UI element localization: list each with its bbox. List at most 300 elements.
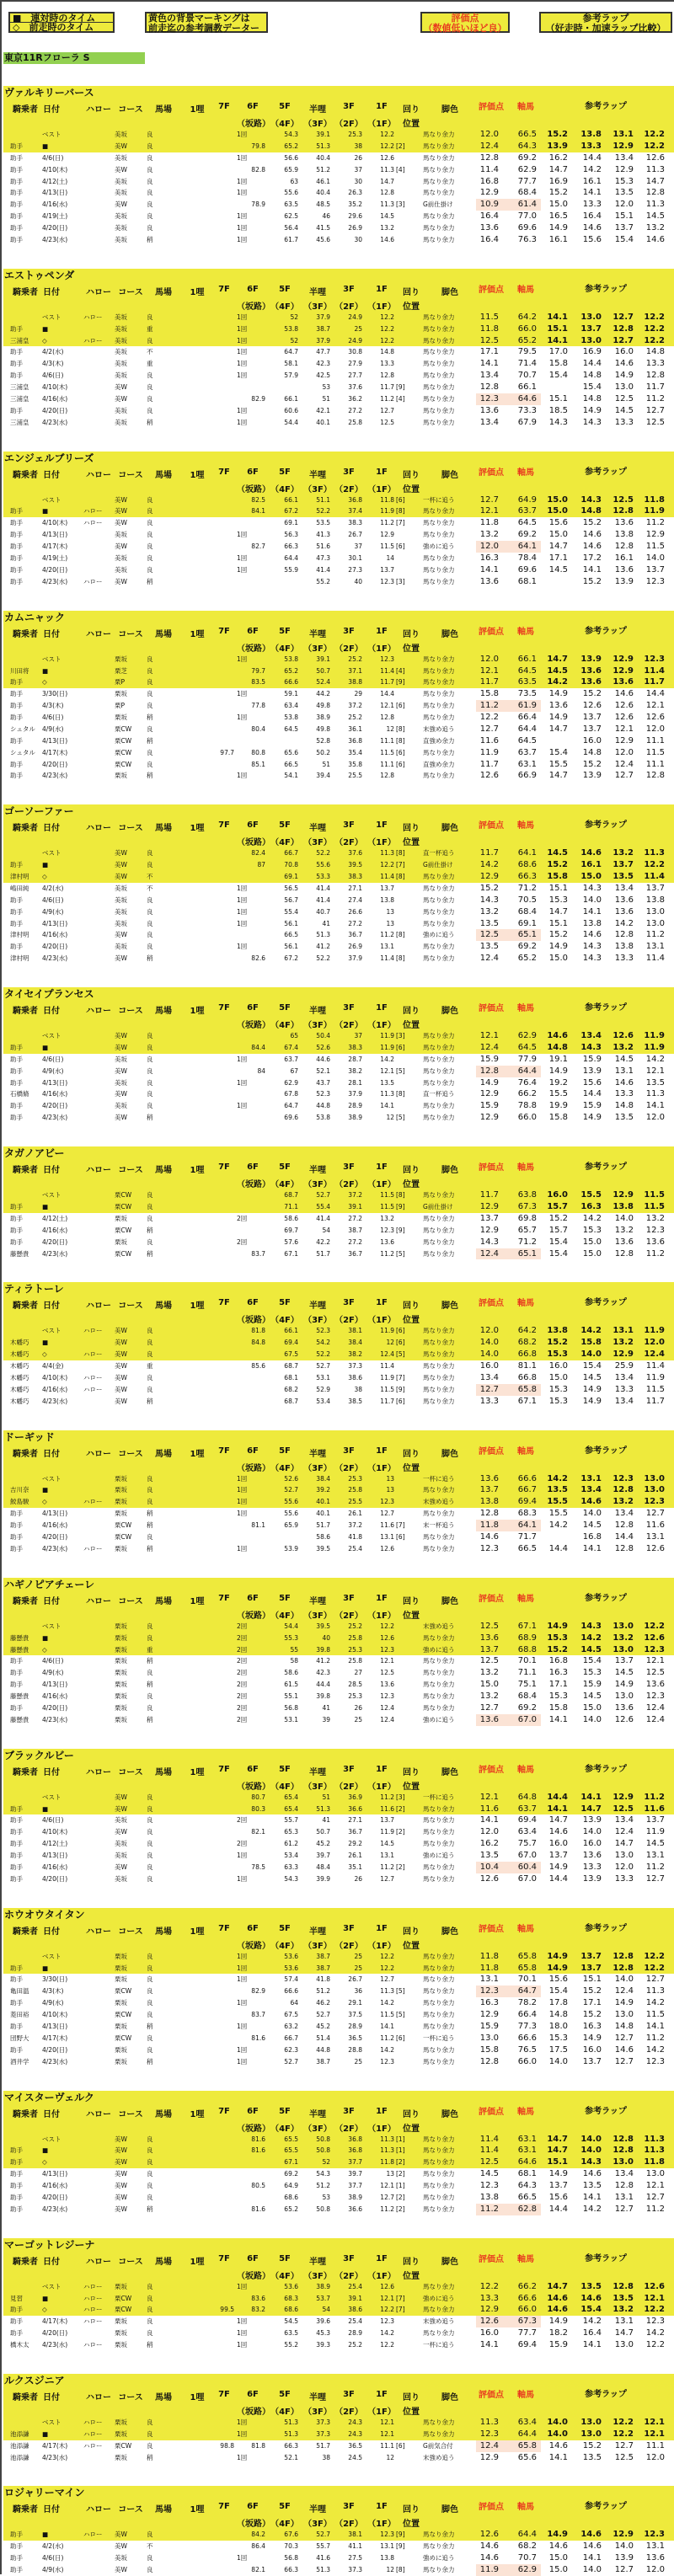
cell-half-mile: 39.9 (316, 1874, 330, 1883)
cell-style: 馬なり余力 (423, 153, 455, 162)
cell-half-mile: 53.8 (316, 1114, 330, 1122)
cell-half-mile: 51 (322, 760, 330, 768)
cell-6f: 81.6 (251, 2034, 265, 2042)
cell-date: 4/23(水) (42, 1544, 68, 1553)
cell-3f: 38.2 (348, 1350, 362, 1359)
cell-6f: 80.7 (251, 1793, 265, 1801)
cell-5f: 68.6 (284, 2306, 298, 2314)
cell-score: 13.6 (479, 1473, 499, 1483)
cell-course: 栗坂 (115, 2341, 127, 2349)
cell-going: 良 (147, 1863, 153, 1871)
cell-3f: 38 (354, 1385, 362, 1393)
column-header: ハロー (86, 1449, 111, 1459)
cell-lap1: 14.2 (547, 1473, 568, 1483)
cell-5f: 67.5 (284, 1350, 298, 1359)
cell-course: 美W (115, 2566, 127, 2574)
cell-score: 14.6 (479, 2553, 499, 2563)
cell-style: 馬なり余力 (423, 142, 455, 150)
cell-score: 14.6 (479, 1531, 499, 1542)
cell-course: 美W (115, 495, 127, 504)
cell-5f: 55.4 (284, 907, 298, 916)
workout-row (3, 1873, 674, 1885)
column-header: 6F (247, 2389, 259, 2399)
column-header: 騎乗者 (13, 1007, 38, 1017)
cell-lap1: 14.6 (548, 2541, 568, 2552)
cell-lap4: 11.9 (644, 506, 665, 516)
cell-3f: 27.2 (348, 919, 362, 927)
cell-6f: 83.5 (251, 678, 265, 687)
cell-1f: 13 (386, 1474, 394, 1483)
column-subheader: （2F） (334, 120, 363, 129)
cell-lap2: 13.5 (582, 2181, 602, 2191)
cell-lap3: 12.7 (614, 2033, 634, 2043)
cell-lap4: 14.1 (645, 2021, 665, 2031)
cell-position: [6] (396, 2441, 405, 2450)
column-header: 5F (279, 820, 291, 831)
cell-course: 美坂 (115, 1102, 127, 1110)
cell-lap3: 13.2 (612, 1338, 634, 1348)
cell-date: ◇ (42, 1498, 47, 1506)
cell-date: ■ (42, 324, 49, 333)
workout-row (3, 676, 674, 688)
cell-lap1: 17.0 (548, 347, 568, 357)
cell-rider: 助手 (10, 1237, 23, 1246)
workout-row (3, 712, 674, 724)
cell-rider: 橋木太 (10, 2341, 29, 2349)
cell-lap3: 13.5 (612, 2293, 634, 2303)
workout-row (3, 2145, 674, 2156)
cell-score: 13.6 (479, 1633, 499, 1643)
cell-position: [5] (396, 1350, 405, 1359)
cell-harrow: ハロー (83, 2441, 103, 2450)
cell-lap1: 14.1 (548, 1714, 568, 1724)
cell-lap3: 13.3 (614, 1873, 634, 1884)
cell-date: ◇ (42, 2158, 47, 2167)
cell-score: 12.4 (479, 1042, 499, 1052)
cell-half-mile: 41 (322, 919, 330, 927)
cell-1f: 11.9 (380, 1032, 394, 1040)
cell-lap2: 14.6 (580, 1497, 602, 1507)
cell-lap4: 13.0 (644, 1473, 665, 1483)
cell-style: 馬なり余力 (423, 772, 455, 780)
cell-3f: 37.2 (348, 1521, 362, 1530)
cell-lap1: 16.1 (548, 234, 568, 244)
cell-lap2: 14.9 (582, 1384, 602, 1394)
cell-half-mile: 45.6 (316, 235, 330, 243)
cell-score: 12.5 (479, 930, 499, 940)
cell-lap4: 12.0 (644, 1338, 665, 1348)
score-header: 評価点 (479, 1924, 504, 1934)
cell-lap4: 12.7 (645, 1873, 665, 1884)
cell-3f: 36.5 (348, 2034, 362, 2042)
cell-lap2: 14.2 (580, 1326, 602, 1336)
cell-course: 美坂 (115, 131, 127, 138)
column-header: ハロー (86, 2257, 111, 2267)
column-header: 7F (218, 467, 230, 477)
cell-3f: 38.1 (348, 2531, 362, 2539)
workout-row (3, 164, 674, 176)
cell-style: 末強め追う (423, 1498, 455, 1506)
cell-style: 馬なり余力 (423, 519, 455, 527)
cell-style: 馬なり余力 (423, 1975, 455, 1984)
cell-going: 良 (147, 2182, 153, 2190)
cell-lap4: 12.8 (645, 371, 665, 381)
cell-half-mile: 51.2 (316, 165, 330, 174)
horse-name: エストゥペンダ (4, 269, 75, 281)
workout-row (3, 176, 674, 188)
cell-half-mile: 48.5 (316, 200, 330, 209)
workout-row (3, 1814, 674, 1826)
cell-style: 馬なり余力 (423, 1692, 455, 1700)
cell-position: [9] (396, 1385, 405, 1393)
cell-lap3: 13.8 (614, 530, 634, 540)
cell-harrow: ハロー (83, 336, 103, 345)
cell-lap4: 12.0 (645, 2452, 665, 2462)
cell-lap2: 13.0 (580, 335, 602, 345)
legend-lap-title: 参考ラップ (582, 13, 629, 24)
cell-style: 馬なり余力 (423, 1350, 455, 1359)
cell-style: 直強め余力 (423, 736, 455, 745)
cell-5f: 55.1 (284, 1692, 298, 1700)
cell-3f: 25.8 (348, 1633, 362, 1642)
cell-lap4: 12.2 (644, 860, 665, 870)
cell-1f: 13.8 (380, 2554, 394, 2563)
cell-lap1: 15.8 (548, 1702, 568, 1713)
column-subheader: 位置 (403, 1941, 420, 1951)
cell-lap4: 11.4 (645, 954, 665, 964)
cell-going: 良 (147, 383, 153, 392)
cell-1f: 12.1 (380, 1066, 394, 1075)
cell-lap4: 14.2 (645, 2328, 665, 2338)
cell-style: 馬なり余力 (423, 2158, 455, 2167)
cell-going: 良 (147, 1703, 153, 1712)
cell-style: 馬なり余力 (423, 1510, 455, 1518)
cell-5f: 53.8 (284, 713, 298, 721)
cell-5f: 57.6 (284, 1237, 298, 1246)
cell-axis: 69.6 (517, 223, 537, 232)
column-header: 1哩 (190, 1596, 205, 1606)
cell-rider: 助手 (10, 702, 23, 710)
workout-row (3, 417, 674, 429)
axis-header: 軸馬 (517, 2390, 534, 2400)
cell-3f: 26 (354, 153, 362, 162)
column-subheader: （3F） (303, 1316, 332, 1326)
cell-lap3: 12.9 (612, 665, 634, 676)
cell-lap3: 13.0 (614, 1851, 634, 1861)
cell-lap1: 14.1 (547, 1804, 568, 1814)
cell-course: 美W (115, 1804, 127, 1813)
cell-going: 良 (147, 702, 153, 710)
column-header-row (3, 1921, 674, 1937)
cell-style: 強めに追う (423, 1715, 455, 1724)
horse-section (3, 269, 674, 429)
cell-5f: 55.2 (284, 2341, 298, 2349)
cell-style: 馬なり余力 (423, 2531, 455, 2539)
horse-header (3, 1430, 674, 1509)
cell-3f: 25 (354, 1964, 362, 1972)
cell-going: 良 (147, 1622, 153, 1630)
cell-lap1: 19.9 (548, 1101, 568, 1111)
cell-date: 4/12(土) (42, 1214, 68, 1222)
cell-harrow: ハロー (83, 2282, 103, 2290)
cell-lap4: 12.3 (645, 576, 665, 586)
column-subheader: （坂路） (237, 1941, 270, 1951)
cell-going: 良 (147, 1692, 153, 1700)
cell-3f: 38.6 (348, 2306, 362, 2314)
horse-header (3, 1749, 674, 1815)
cell-going: 良 (147, 1102, 153, 1110)
cell-1f: 11.2 (380, 2034, 394, 2042)
cell-5f: 54.3 (284, 1874, 298, 1883)
cell-style: 馬なり余力 (423, 895, 455, 904)
cell-lap1: 14.9 (547, 1621, 568, 1631)
column-header: 5F (279, 1593, 291, 1603)
cell-course: 美坂 (115, 919, 127, 927)
column-header: 3F (343, 2389, 355, 2399)
workout-row (3, 129, 674, 141)
column-subheader: （4F） (270, 644, 299, 654)
cell-course: 美坂 (115, 943, 127, 951)
cell-course: 栗坂 (115, 2329, 127, 2338)
cell-5f: 66.1 (284, 495, 298, 504)
column-header: 脚色 (441, 2109, 458, 2119)
column-header: 7F (218, 2389, 230, 2399)
cell-going: 良 (147, 495, 153, 504)
column-header: 半哩 (309, 470, 326, 480)
column-header: 5F (279, 2253, 291, 2263)
cell-axis: 66.0 (517, 1113, 537, 1123)
cell-lap1: 14.9 (547, 1951, 568, 1961)
cell-lap4: 11.7 (644, 677, 665, 687)
cell-going: 良 (147, 849, 153, 858)
cell-lap4: 14.6 (645, 234, 665, 244)
cell-6f: 82.5 (251, 495, 265, 504)
cell-date: ■ (42, 1339, 49, 1347)
cell-3f: 25.4 (348, 1544, 362, 1553)
cell-5f: 64.7 (284, 348, 298, 356)
cell-count: 1回 (237, 313, 248, 321)
cell-style: 馬なり余力 (423, 577, 455, 585)
cell-going: 良 (147, 931, 153, 939)
cell-axis: 69.4 (517, 2340, 537, 2350)
cell-lap1: 15.0 (548, 530, 568, 540)
cell-half-mile: 38.9 (316, 713, 330, 721)
cell-score: 16.4 (479, 211, 499, 222)
cell-position: [9] (396, 1203, 405, 1211)
column-header: 3F (343, 2106, 355, 2116)
cell-lap4: 12.6 (645, 1543, 665, 1553)
cell-lap4: 14.5 (645, 211, 665, 222)
cell-lap4: 11.3 (645, 1986, 665, 1996)
cell-rider: 藤懸貴 (10, 1249, 29, 1258)
cell-1f: 11.3 (380, 2135, 394, 2143)
cell-date: 4/20(日) (42, 2329, 68, 2338)
cell-lap1: 15.0 (548, 2553, 568, 2563)
column-header: 6F (247, 1446, 259, 1456)
column-header: 5F (279, 102, 291, 111)
cell-style: 一杯に追う (423, 1474, 455, 1483)
cell-date: 4/20(日) (42, 565, 68, 574)
cell-rider: 助手 (10, 1669, 23, 1677)
cell-6f: 83.6 (251, 2294, 265, 2302)
cell-1f: 12.1 (380, 2182, 394, 2190)
cell-date: 4/10(木) (42, 2011, 68, 2019)
cell-3f: 36.7 (348, 1828, 362, 1836)
column-header-row (3, 817, 674, 834)
cell-half-mile: 44.4 (316, 1681, 330, 1689)
cell-1f: 14.2 (380, 1999, 394, 2007)
cell-date: 4/17(木) (42, 2441, 68, 2450)
cell-axis: 68.6 (517, 860, 537, 870)
cell-style: 一杯に追う (423, 2034, 455, 2042)
cell-lap4: 13.7 (645, 564, 665, 575)
column-header: 7F (218, 1764, 230, 1774)
cell-date: 4/3(木) (42, 360, 64, 368)
cell-lap4: 14.2 (645, 2044, 665, 2055)
cell-lap3: 12.5 (612, 1804, 634, 1814)
cell-position: [6] (396, 760, 405, 768)
cell-course: 美坂 (115, 1816, 127, 1825)
cell-position: [1] (396, 2182, 405, 2190)
cell-count: 2回 (237, 1840, 248, 1848)
cell-position: [7] (396, 2294, 405, 2302)
cell-lap2: 13.4 (580, 1031, 602, 1041)
cell-going: 良 (147, 1852, 153, 1860)
cell-date: 4/17(木) (42, 2317, 68, 2326)
column-subheader: 位置 (403, 1611, 420, 1621)
cell-count: 1回 (237, 406, 248, 414)
cell-lap4: 13.0 (644, 1485, 665, 1495)
cell-course: 美W (115, 1327, 127, 1335)
column-subheader-row (3, 1017, 674, 1030)
cell-going: 稍 (147, 2341, 153, 2349)
cell-1f: 14.1 (380, 2022, 394, 2030)
horse-header (3, 1146, 674, 1213)
cell-course: 栗CW (115, 1226, 132, 1234)
cell-axis: 63.1 (517, 2134, 537, 2144)
cell-score: 12.9 (479, 1225, 499, 1235)
cell-axis: 69.2 (517, 152, 537, 163)
cell-lap3: 14.9 (614, 1680, 634, 1690)
cell-date: 4/6(日) (42, 371, 64, 380)
cell-1f: 14.1 (380, 1102, 394, 1110)
cell-rider: 助手 (10, 360, 23, 368)
cell-date: 4/17(木) (42, 542, 68, 551)
cell-lap3: 12.4 (614, 1827, 634, 1837)
cell-3f: 37.3 (348, 1362, 362, 1371)
cell-lap1: 14.9 (548, 2317, 568, 2327)
column-header: 脚色 (441, 1927, 458, 1937)
cell-3f: 25 (354, 2057, 362, 2066)
workout-row (3, 2281, 674, 2293)
cell-lap4: 12.6 (645, 152, 665, 163)
cell-going: 良 (147, 690, 153, 698)
column-header: 1F (376, 467, 388, 477)
cell-style: 馬なり余力 (423, 189, 455, 197)
cell-lap3: 12.8 (612, 1951, 634, 1961)
cell-1f: 12.1 (380, 2294, 394, 2302)
cell-lap4: 12.1 (644, 2293, 665, 2303)
cell-lap4: 11.1 (645, 735, 665, 746)
cell-3f: 27 (354, 1669, 362, 1677)
cell-axis: 60.4 (517, 1862, 537, 1872)
cell-count: 1回 (237, 2341, 248, 2349)
cell-score: 13.4 (479, 371, 499, 381)
cell-course: 美W (115, 2205, 127, 2213)
cell-lap1: 16.9 (548, 176, 568, 186)
cell-half-mile: 52.7 (316, 2011, 330, 2019)
workout-row (3, 2327, 674, 2339)
cell-lap3: 13.3 (614, 1384, 634, 1394)
cell-rider: 嶋田純 (10, 884, 29, 892)
cell-score: 12.8 (479, 2056, 499, 2066)
cell-course: 美W (115, 1863, 127, 1871)
cell-style: 馬なり余力 (423, 690, 455, 698)
cell-rider: 木幡巧 (10, 1385, 29, 1393)
cell-half-mile: 37.9 (316, 313, 330, 321)
cell-half-mile: 37.9 (316, 336, 330, 345)
cell-1f: 12.2 (380, 336, 394, 345)
cell-5f: 57.9 (284, 371, 298, 380)
cell-position: [3] (396, 1793, 405, 1801)
cell-1f: 13.1 (380, 943, 394, 951)
column-header: 回り (403, 2392, 420, 2402)
cell-rider: 助手 (10, 200, 23, 209)
cell-3f: 36.7 (348, 1249, 362, 1258)
cell-count: 1回 (237, 1952, 248, 1960)
column-header: 日付 (43, 2257, 60, 2267)
cell-going: 稍 (147, 1510, 153, 1518)
cell-axis: 63.7 (517, 506, 537, 516)
cell-1f: 12.3 (380, 2317, 394, 2326)
column-header: 1F (376, 2389, 388, 2399)
workout-row (3, 2156, 674, 2168)
cell-5f: 53.6 (284, 1952, 298, 1960)
horse-header (3, 86, 674, 152)
cell-going: 稍 (147, 954, 153, 963)
cell-lap3: 13.6 (614, 518, 634, 528)
horse-section (3, 1146, 674, 1259)
cell-6f: 78.5 (251, 1863, 265, 1871)
cell-lap2: 14.1 (580, 1792, 602, 1802)
cell-course: 美坂 (115, 348, 127, 356)
cell-going: 良 (147, 1474, 153, 1483)
cell-1f: 12.7 (380, 406, 394, 414)
column-header: 半哩 (309, 1449, 326, 1459)
cell-course: 美坂 (115, 1078, 127, 1087)
cell-3f: 39.1 (348, 1203, 362, 1211)
cell-lap2: 13.7 (582, 713, 602, 722)
cell-lap3: 14.5 (614, 1054, 634, 1064)
cell-course: 栗坂 (115, 2045, 127, 2054)
column-header: 騎乗者 (13, 287, 38, 297)
cell-lap2: 16.9 (582, 347, 602, 357)
cell-1f: 11.1 (380, 760, 394, 768)
cell-6f: 78.9 (251, 200, 265, 209)
column-subheader: （4F） (270, 484, 299, 494)
cell-score: 12.9 (479, 1089, 499, 1099)
cell-lap4: 12.1 (645, 701, 665, 711)
column-subheader: （2F） (334, 302, 363, 312)
column-subheader: （3F） (303, 484, 332, 494)
cell-lap4: 11.2 (645, 518, 665, 528)
cell-1f: 11.2 (380, 1249, 394, 1258)
column-subheader: （1F） (367, 2520, 396, 2530)
column-subheader: （1F） (367, 484, 396, 494)
cell-lap2: 15.0 (582, 1248, 602, 1259)
cell-3f: 25.3 (348, 1692, 362, 1700)
cell-3f: 38.9 (348, 1114, 362, 1122)
